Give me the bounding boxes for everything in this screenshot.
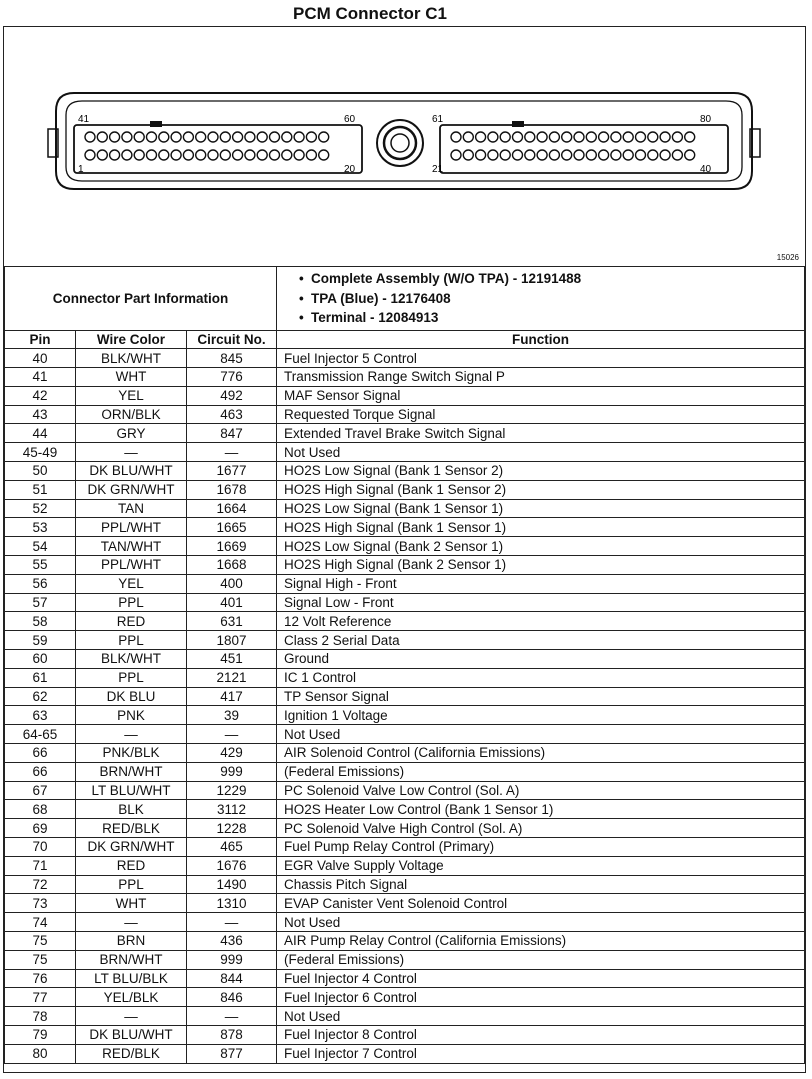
- pin-socket: [599, 150, 609, 160]
- pin-socket: [245, 150, 255, 160]
- pin-label-21: 21: [432, 164, 444, 175]
- function-cell: Ignition 1 Voltage: [277, 706, 805, 725]
- pin-cell: 71: [5, 856, 76, 875]
- wire-color-cell: RED: [76, 612, 187, 631]
- pin-socket: [233, 150, 243, 160]
- pin-cell: 61: [5, 668, 76, 687]
- wire-color-cell: —: [76, 913, 187, 932]
- pin-socket: [171, 150, 181, 160]
- pin-label-41: 41: [78, 114, 90, 125]
- table-row: [5, 1025, 805, 1044]
- function-cell: HO2S Low Signal (Bank 1 Sensor 1): [277, 499, 805, 518]
- pin-socket: [451, 132, 461, 142]
- pin-socket: [660, 150, 670, 160]
- pin-socket: [257, 132, 267, 142]
- pin-cell: 41: [5, 368, 76, 387]
- pin-cell: 56: [5, 574, 76, 593]
- function-cell: Signal Low - Front: [277, 593, 805, 612]
- pin-socket: [282, 150, 292, 160]
- table-row: [5, 988, 805, 1007]
- pin-socket: [623, 132, 633, 142]
- wire-color-cell: BLK: [76, 800, 187, 819]
- wire-color-cell: LT BLU/BLK: [76, 969, 187, 988]
- table-row: [5, 668, 805, 687]
- pin-cell: 52: [5, 499, 76, 518]
- function-cell: Fuel Injector 7 Control: [277, 1044, 805, 1063]
- circuit-cell: 877: [187, 1044, 277, 1063]
- wire-color-cell: PPL: [76, 631, 187, 650]
- table-row: [5, 368, 805, 387]
- table-row: [5, 386, 805, 405]
- pin-socket: [562, 150, 572, 160]
- wire-color-cell: BRN/WHT: [76, 762, 187, 781]
- circuit-cell: 1807: [187, 631, 277, 650]
- wire-color-cell: YEL: [76, 574, 187, 593]
- pin-socket: [270, 150, 280, 160]
- pin-socket: [208, 132, 218, 142]
- pin-socket: [245, 132, 255, 142]
- circuit-cell: 1677: [187, 462, 277, 481]
- part-info-label: Connector Part Information: [5, 267, 277, 331]
- pin-socket: [110, 132, 120, 142]
- pin-cell: 78: [5, 1007, 76, 1026]
- pin-socket: [233, 132, 243, 142]
- pin-socket: [159, 132, 169, 142]
- pin-cell: 51: [5, 480, 76, 499]
- pin-socket: [294, 132, 304, 142]
- pin-socket: [451, 150, 461, 160]
- function-cell: Extended Travel Brake Switch Signal: [277, 424, 805, 443]
- function-cell: Chassis Pitch Signal: [277, 875, 805, 894]
- table-row: [5, 1007, 805, 1026]
- wire-color-cell: GRY: [76, 424, 187, 443]
- pin-socket: [685, 150, 695, 160]
- pin-cell: 53: [5, 518, 76, 537]
- pin-socket: [196, 132, 206, 142]
- header-function: Function: [277, 330, 805, 349]
- table-row: [5, 424, 805, 443]
- wire-color-cell: RED/BLK: [76, 819, 187, 838]
- circuit-cell: 492: [187, 386, 277, 405]
- pin-cell: 60: [5, 650, 76, 669]
- pin-socket: [476, 150, 486, 160]
- table-row: [5, 950, 805, 969]
- table-row: [5, 556, 805, 575]
- header-circuit-no: Circuit No.: [187, 330, 277, 349]
- table-row: [5, 856, 805, 875]
- pin-socket: [208, 150, 218, 160]
- pin-socket: [636, 132, 646, 142]
- part-info-list: [277, 267, 805, 331]
- part-info-item: • TPA (Blue) - 12176408: [299, 290, 451, 306]
- circuit-cell: —: [187, 1007, 277, 1026]
- table-row: [5, 762, 805, 781]
- table-row: [5, 819, 805, 838]
- wire-color-cell: PNK: [76, 706, 187, 725]
- circuit-cell: 436: [187, 932, 277, 951]
- header-wire-color: Wire Color: [76, 330, 187, 349]
- wire-color-cell: BRN: [76, 932, 187, 951]
- wire-color-cell: YEL: [76, 386, 187, 405]
- pin-socket: [500, 132, 510, 142]
- circuit-cell: 631: [187, 612, 277, 631]
- circuit-cell: 3112: [187, 800, 277, 819]
- pin-socket: [574, 132, 584, 142]
- circuit-cell: 1664: [187, 499, 277, 518]
- pin-socket: [306, 150, 316, 160]
- function-cell: Not Used: [277, 1007, 805, 1026]
- pin-socket: [196, 150, 206, 160]
- table-row: [5, 631, 805, 650]
- table-row: [5, 969, 805, 988]
- function-cell: HO2S Low Signal (Bank 2 Sensor 1): [277, 537, 805, 556]
- wire-color-cell: —: [76, 443, 187, 462]
- table-row: [5, 875, 805, 894]
- pin-socket: [586, 150, 596, 160]
- pin-socket: [488, 132, 498, 142]
- pin-cell: 79: [5, 1025, 76, 1044]
- function-cell: HO2S High Signal (Bank 1 Sensor 1): [277, 518, 805, 537]
- table-row: [5, 781, 805, 800]
- pin-cell: 64-65: [5, 725, 76, 744]
- circuit-cell: 999: [187, 950, 277, 969]
- pin-socket: [147, 132, 157, 142]
- pin-cell: 42: [5, 386, 76, 405]
- pin-socket: [611, 132, 621, 142]
- pin-socket: [159, 150, 169, 160]
- pin-socket: [672, 132, 682, 142]
- pin-socket: [525, 132, 535, 142]
- function-cell: Fuel Injector 6 Control: [277, 988, 805, 1007]
- part-info-row: [5, 267, 805, 331]
- pin-socket: [147, 150, 157, 160]
- pin-socket: [97, 132, 107, 142]
- function-cell: Ground: [277, 650, 805, 669]
- part-info-item: • Terminal - 12084913: [299, 310, 439, 325]
- function-cell: Requested Torque Signal: [277, 405, 805, 424]
- table-row: [5, 405, 805, 424]
- pin-socket: [599, 132, 609, 142]
- circuit-cell: 776: [187, 368, 277, 387]
- function-cell: Fuel Injector 5 Control: [277, 349, 805, 368]
- wire-color-cell: TAN: [76, 499, 187, 518]
- pin-cell: 68: [5, 800, 76, 819]
- pin-socket: [220, 132, 230, 142]
- pin-socket: [134, 132, 144, 142]
- function-cell: HO2S Low Signal (Bank 1 Sensor 2): [277, 462, 805, 481]
- pin-socket: [636, 150, 646, 160]
- pin-socket: [488, 150, 498, 160]
- circuit-cell: 451: [187, 650, 277, 669]
- function-cell: PC Solenoid Valve Low Control (Sol. A): [277, 781, 805, 800]
- pin-socket: [463, 150, 473, 160]
- pin-socket: [525, 150, 535, 160]
- circuit-cell: 417: [187, 687, 277, 706]
- pin-cell: 57: [5, 593, 76, 612]
- wire-color-cell: PPL: [76, 668, 187, 687]
- table-row: [5, 650, 805, 669]
- function-cell: AIR Pump Relay Control (California Emissions): [277, 932, 805, 951]
- pin-socket: [85, 150, 95, 160]
- function-cell: HO2S Heater Low Control (Bank 1 Sensor 1): [277, 800, 805, 819]
- table-row: [5, 725, 805, 744]
- function-cell: Fuel Injector 4 Control: [277, 969, 805, 988]
- pin-cell: 69: [5, 819, 76, 838]
- wire-color-cell: DK BLU/WHT: [76, 462, 187, 481]
- circuit-cell: 1676: [187, 856, 277, 875]
- function-cell: 12 Volt Reference: [277, 612, 805, 631]
- pin-cell: 70: [5, 838, 76, 857]
- function-cell: Fuel Pump Relay Control (Primary): [277, 838, 805, 857]
- wire-color-cell: PPL: [76, 593, 187, 612]
- table-row: [5, 574, 805, 593]
- pin-cell: 73: [5, 894, 76, 913]
- function-cell: Not Used: [277, 443, 805, 462]
- pin-cell: 80: [5, 1044, 76, 1063]
- function-cell: (Federal Emissions): [277, 762, 805, 781]
- pin-socket: [562, 132, 572, 142]
- figure-number: 15026: [776, 253, 799, 262]
- pin-socket: [294, 150, 304, 160]
- circuit-cell: —: [187, 725, 277, 744]
- table-row: [5, 894, 805, 913]
- pin-socket: [97, 150, 107, 160]
- pin-socket: [537, 132, 547, 142]
- circuit-cell: 1228: [187, 819, 277, 838]
- pin-socket: [257, 150, 267, 160]
- wire-color-cell: RED/BLK: [76, 1044, 187, 1063]
- wire-color-cell: PNK/BLK: [76, 744, 187, 763]
- pin-socket: [85, 132, 95, 142]
- circuit-cell: 429: [187, 744, 277, 763]
- pin-label-61: 61: [432, 114, 444, 125]
- pin-socket: [500, 150, 510, 160]
- pin-socket: [134, 150, 144, 160]
- table-row: [5, 443, 805, 462]
- table-row: [5, 744, 805, 763]
- circuit-cell: 1229: [187, 781, 277, 800]
- circuit-cell: 844: [187, 969, 277, 988]
- wire-color-cell: PPL/WHT: [76, 556, 187, 575]
- table-row: [5, 838, 805, 857]
- table-row: [5, 706, 805, 725]
- wire-color-cell: RED: [76, 856, 187, 875]
- pin-socket: [685, 132, 695, 142]
- function-cell: Signal High - Front: [277, 574, 805, 593]
- table-row: [5, 480, 805, 499]
- pin-socket: [623, 150, 633, 160]
- pin-socket: [183, 132, 193, 142]
- function-cell: AIR Solenoid Control (California Emissions): [277, 744, 805, 763]
- pin-cell: 72: [5, 875, 76, 894]
- circuit-cell: —: [187, 913, 277, 932]
- function-cell: Not Used: [277, 913, 805, 932]
- pin-cell: 76: [5, 969, 76, 988]
- wire-color-cell: BRN/WHT: [76, 950, 187, 969]
- pin-socket: [586, 132, 596, 142]
- pin-cell: 44: [5, 424, 76, 443]
- circuit-cell: —: [187, 443, 277, 462]
- wire-color-cell: —: [76, 1007, 187, 1026]
- pin-socket: [319, 132, 329, 142]
- wire-color-cell: ORN/BLK: [76, 405, 187, 424]
- pin-socket: [476, 132, 486, 142]
- circuit-cell: 463: [187, 405, 277, 424]
- pin-label-40: 40: [700, 164, 712, 175]
- function-cell: EGR Valve Supply Voltage: [277, 856, 805, 875]
- circuit-cell: 1665: [187, 518, 277, 537]
- table-row: [5, 593, 805, 612]
- function-cell: Not Used: [277, 725, 805, 744]
- circuit-cell: 846: [187, 988, 277, 1007]
- circuit-cell: 878: [187, 1025, 277, 1044]
- table-row: [5, 913, 805, 932]
- wire-color-cell: BLK/WHT: [76, 650, 187, 669]
- function-cell: PC Solenoid Valve High Control (Sol. A): [277, 819, 805, 838]
- pin-cell: 75: [5, 932, 76, 951]
- function-cell: HO2S High Signal (Bank 1 Sensor 2): [277, 480, 805, 499]
- pin-socket: [319, 150, 329, 160]
- wire-color-cell: PPL: [76, 875, 187, 894]
- pin-socket: [183, 150, 193, 160]
- pin-cell: 59: [5, 631, 76, 650]
- function-cell: Transmission Range Switch Signal P: [277, 368, 805, 387]
- connector-sheet: [3, 26, 806, 1073]
- pin-socket: [549, 132, 559, 142]
- pin-socket: [463, 132, 473, 142]
- pin-socket: [648, 132, 658, 142]
- circuit-cell: 847: [187, 424, 277, 443]
- pinout-table: [4, 266, 805, 1064]
- wire-color-cell: TAN/WHT: [76, 537, 187, 556]
- pin-socket: [122, 132, 132, 142]
- pin-socket: [282, 132, 292, 142]
- table-row: [5, 1044, 805, 1063]
- circuit-cell: 999: [187, 762, 277, 781]
- pin-cell: 58: [5, 612, 76, 631]
- circuit-cell: 1668: [187, 556, 277, 575]
- pin-cell: 50: [5, 462, 76, 481]
- pin-socket: [513, 150, 523, 160]
- wire-color-cell: WHT: [76, 894, 187, 913]
- table-row: [5, 687, 805, 706]
- pin-socket: [220, 150, 230, 160]
- table-row: [5, 932, 805, 951]
- pin-label-20: 20: [344, 164, 356, 175]
- function-cell: Fuel Injector 8 Control: [277, 1025, 805, 1044]
- pin-socket: [513, 132, 523, 142]
- pin-cell: 74: [5, 913, 76, 932]
- pin-socket: [660, 132, 670, 142]
- pin-socket: [171, 132, 181, 142]
- function-cell: (Federal Emissions): [277, 950, 805, 969]
- table-row: [5, 349, 805, 368]
- circuit-cell: 1310: [187, 894, 277, 913]
- pin-cell: 77: [5, 988, 76, 1007]
- circuit-cell: 1490: [187, 875, 277, 894]
- wire-color-cell: YEL/BLK: [76, 988, 187, 1007]
- pin-socket: [537, 150, 547, 160]
- wire-color-cell: WHT: [76, 368, 187, 387]
- header-pin: Pin: [5, 330, 76, 349]
- function-cell: HO2S High Signal (Bank 2 Sensor 1): [277, 556, 805, 575]
- function-cell: IC 1 Control: [277, 668, 805, 687]
- pin-label-80: 80: [700, 114, 712, 125]
- pin-socket: [110, 150, 120, 160]
- pin-socket: [648, 150, 658, 160]
- wire-color-cell: DK BLU: [76, 687, 187, 706]
- table-row: [5, 462, 805, 481]
- circuit-cell: 2121: [187, 668, 277, 687]
- function-cell: TP Sensor Signal: [277, 687, 805, 706]
- pin-cell: 66: [5, 762, 76, 781]
- table-row: [5, 800, 805, 819]
- table-row: [5, 499, 805, 518]
- connector-diagram: [4, 27, 804, 267]
- wire-color-cell: DK GRN/WHT: [76, 838, 187, 857]
- pin-cell: 55: [5, 556, 76, 575]
- page-title: PCM Connector C1: [293, 4, 447, 23]
- pin-socket: [574, 150, 584, 160]
- circuit-cell: 1669: [187, 537, 277, 556]
- pin-cell: 67: [5, 781, 76, 800]
- circuit-cell: 465: [187, 838, 277, 857]
- wire-color-cell: —: [76, 725, 187, 744]
- pin-cell: 75: [5, 950, 76, 969]
- function-cell: Class 2 Serial Data: [277, 631, 805, 650]
- pin-socket: [122, 150, 132, 160]
- pin-cell: 43: [5, 405, 76, 424]
- header-row: [5, 330, 805, 349]
- pin-socket: [672, 150, 682, 160]
- pin-socket: [270, 132, 280, 142]
- table-row: [5, 518, 805, 537]
- circuit-cell: 845: [187, 349, 277, 368]
- pin-cell: 54: [5, 537, 76, 556]
- circuit-cell: 39: [187, 706, 277, 725]
- circuit-cell: 401: [187, 593, 277, 612]
- pin-cell: 66: [5, 744, 76, 763]
- pin-cell: 40: [5, 349, 76, 368]
- table-row: [5, 537, 805, 556]
- wire-color-cell: BLK/WHT: [76, 349, 187, 368]
- pin-cell: 63: [5, 706, 76, 725]
- function-cell: MAF Sensor Signal: [277, 386, 805, 405]
- function-cell: EVAP Canister Vent Solenoid Control: [277, 894, 805, 913]
- pin-socket: [611, 150, 621, 160]
- table-row: [5, 612, 805, 631]
- pin-label-60: 60: [344, 114, 356, 125]
- pin-cell: 62: [5, 687, 76, 706]
- pin-cell: 45-49: [5, 443, 76, 462]
- circuit-cell: 1678: [187, 480, 277, 499]
- wire-color-cell: LT BLU/WHT: [76, 781, 187, 800]
- wire-color-cell: DK GRN/WHT: [76, 480, 187, 499]
- pin-label-1: 1: [78, 164, 84, 175]
- pin-socket: [306, 132, 316, 142]
- wire-color-cell: DK BLU/WHT: [76, 1025, 187, 1044]
- wire-color-cell: PPL/WHT: [76, 518, 187, 537]
- circuit-cell: 400: [187, 574, 277, 593]
- part-info-item: • Complete Assembly (W/O TPA) - 12191488: [299, 271, 582, 286]
- pin-socket: [549, 150, 559, 160]
